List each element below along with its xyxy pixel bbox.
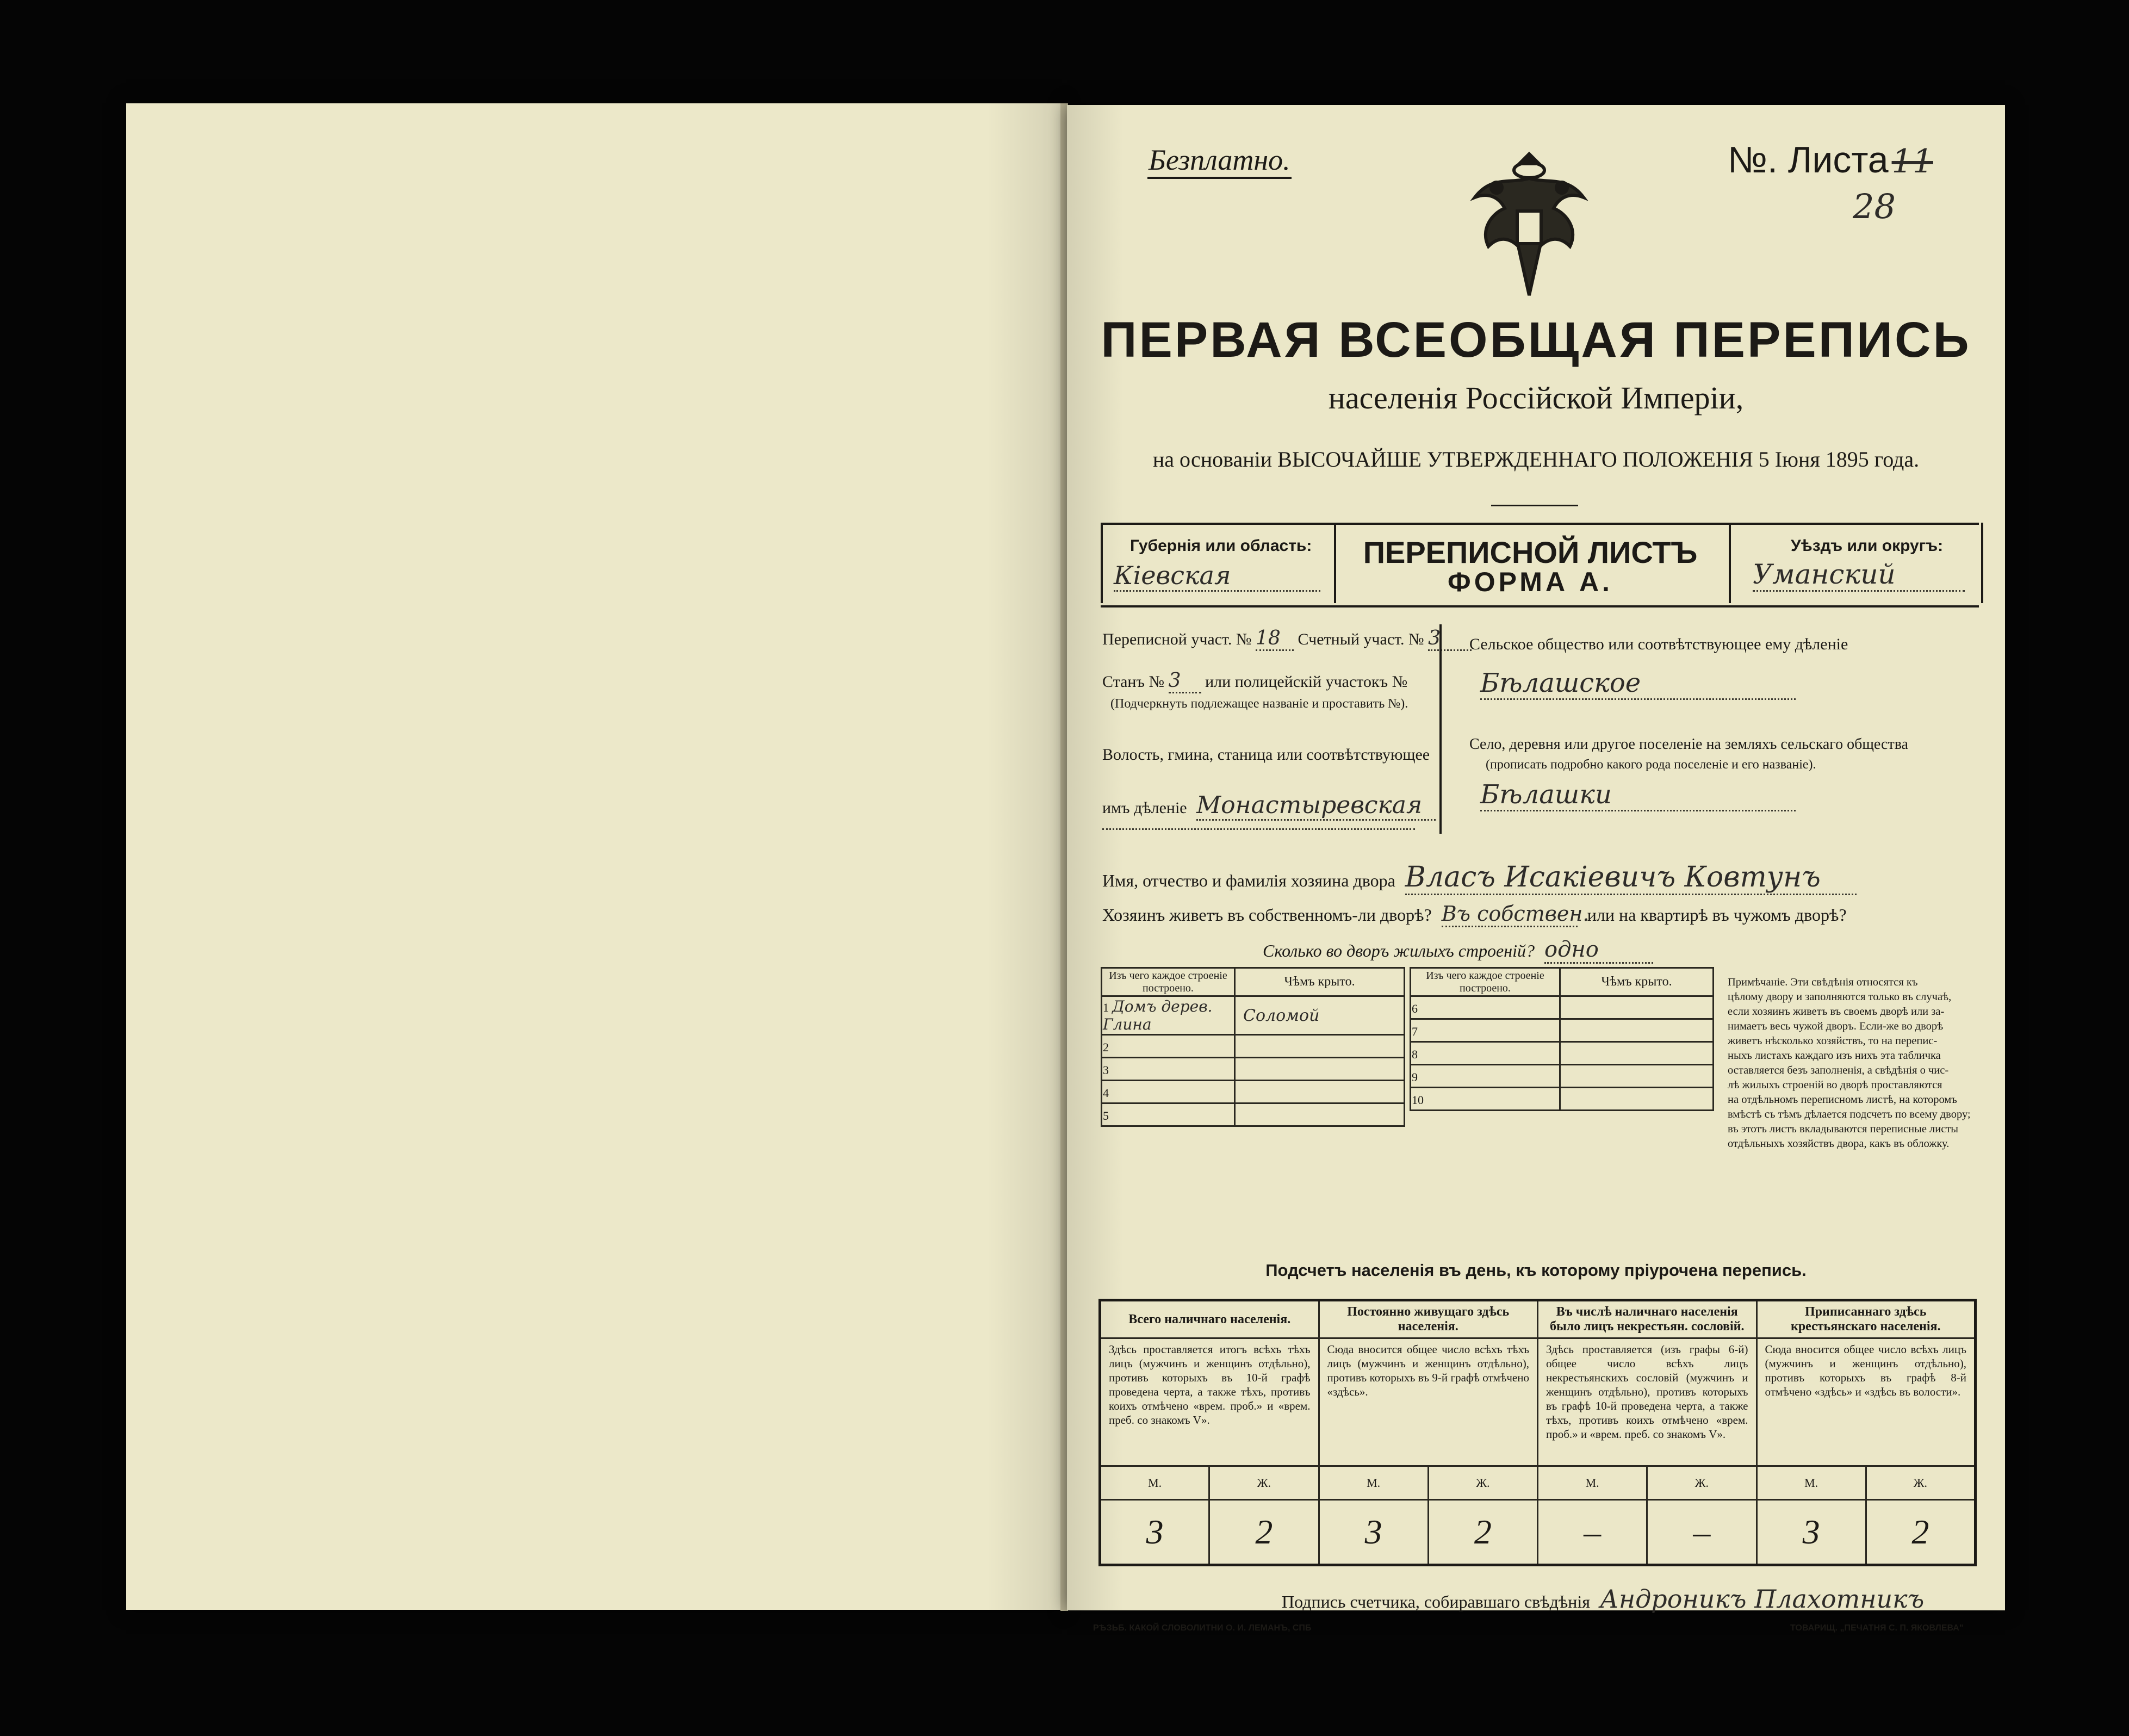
owner-row [1102, 861, 1857, 895]
building-roof [1235, 1103, 1405, 1126]
building-roof [1560, 1042, 1714, 1065]
pop-desc-row [1100, 1338, 1976, 1466]
building-material-cell [1411, 996, 1560, 1019]
building-number: 5 [1103, 1109, 1109, 1123]
buildings-row [1102, 1081, 1405, 1103]
owner-name-value: Власъ Исакіевичъ Ковтунъ [1405, 861, 1857, 895]
buildings-value: одно [1544, 937, 1653, 964]
volost-label-2: имъ дѣленіе [1102, 799, 1187, 817]
population-table [1098, 1299, 1977, 1566]
buildings-row [1102, 1103, 1405, 1126]
building-material-cell [1411, 1088, 1560, 1111]
buildings-row [1411, 996, 1714, 1019]
stan-value: 3 [1169, 669, 1201, 693]
building-roof [1560, 996, 1714, 1019]
note-text [1728, 975, 1983, 1151]
buildings-table-left [1101, 967, 1405, 1127]
pop-col-head: Въ числѣ наличнаго населенія было лицъ некрестьян. сословій. [1538, 1300, 1757, 1338]
village-value: Бѣлашки [1480, 779, 1796, 811]
building-number: 3 [1103, 1063, 1109, 1077]
pop-value-row [1100, 1500, 1976, 1565]
building-roof [1235, 1081, 1405, 1103]
society-value: Бѣлашское [1480, 668, 1796, 700]
village-note: (прописать подробно какого рода поселеніе и его названіе). [1486, 758, 1816, 772]
building-material-cell [1411, 1042, 1560, 1065]
col-material-head-2: Изъ чего каждое строеніе построено. [1411, 968, 1560, 996]
note-line: Примѣчаніе. Эти свѣдѣнія относятся къ [1728, 976, 1918, 988]
residence-label: Хозяинъ живетъ въ собственномъ-ли дворѣ? [1102, 905, 1432, 925]
sheet-number-struck: 11 [1891, 142, 1933, 181]
pop-f-label: Ж. [1209, 1466, 1319, 1500]
buildings-table-right [1410, 967, 1714, 1111]
left-page-blank [126, 103, 1062, 1610]
pop-m-label: М. [1319, 1466, 1428, 1500]
building-roof [1560, 1065, 1714, 1088]
building-number: 9 [1412, 1070, 1418, 1084]
pop-m-value: 3 [1100, 1500, 1209, 1565]
note-line: живетъ нѣсколько хозяйствъ, то на перепис- [1728, 1035, 1938, 1047]
village-label: Село, деревня или другое поселеніе на земляхъ сельскаго общества [1469, 736, 1908, 753]
pop-f-value: 2 [1209, 1500, 1319, 1565]
double-headed-eagle-icon [1458, 138, 1600, 301]
form-label: ФОРМА А. [1448, 567, 1613, 597]
underline-note: (Подчеркнуть подлежащее названіе и проставить №). [1110, 697, 1408, 711]
note-line: цѣлому двору и заполняются только въ случаѣ, [1728, 991, 1952, 1003]
title-basis: на основаніи ВЫСОЧАЙШЕ УТВЕРЖДЕННАГО ПОЛОЖЕНІЯ 5 Іюня 1895 года. [1152, 447, 1920, 472]
sheet-number-label [1728, 139, 1933, 181]
pop-f-label: Ж. [1428, 1466, 1537, 1500]
volost-label: Волость, гмина, станица или соотвѣтствующее [1102, 746, 1430, 764]
sheet-number-value: 28 [1853, 187, 1896, 226]
title-main: ПЕРВАЯ ВСЕОБЩАЯ ПЕРЕПИСЬ [1101, 312, 1971, 368]
pop-m-label: М. [1100, 1466, 1209, 1500]
sheet-title: ПЕРЕПИСНОЙ ЛИСТЪ [1363, 535, 1698, 569]
building-roof [1235, 1035, 1405, 1058]
note-line: если хозяинъ живетъ въ своемъ дворѣ или за- [1728, 1006, 1945, 1018]
pop-col-desc: Здѣсь проставляется (изъ графы 6-й) общее число всѣхъ лицъ некрестьянскихъ сословій (мужчинъ и женщинъ отдѣльно), противъ которыхъ въ графѣ 10-й проведена черта, а также тѣхъ, противъ коихъ отмѣчено «врем. проб.» и «врем. преб. со знакомъ V». [1538, 1338, 1757, 1466]
pop-f-value: 2 [1428, 1500, 1537, 1565]
pop-f-label: Ж. [1866, 1466, 1975, 1500]
signature-row [1282, 1584, 1924, 1614]
police-label: или полицейскій участокъ № [1205, 673, 1408, 691]
gubernia-label: Губернія или область: [1130, 537, 1312, 555]
col-roof-head-2: Чѣмъ крыто. [1560, 968, 1714, 996]
residence-alt-label: или на квартирѣ въ чужомъ дворѣ? [1587, 905, 1847, 925]
residence-value: Въ собствен. [1442, 902, 1578, 927]
pop-m-label: М. [1756, 1466, 1866, 1500]
building-material: Домъ дерев. Глина [1103, 997, 1213, 1033]
building-material-cell [1411, 1065, 1560, 1088]
pop-m-value: 3 [1319, 1500, 1428, 1565]
census-district-label: Переписной участ. № [1102, 630, 1252, 648]
volost-value: Монастыревская [1196, 791, 1436, 821]
building-material-cell [1102, 1081, 1235, 1103]
owner-name-label: Имя, отчество и фамилія хозяина двора [1102, 871, 1395, 890]
volost-row [1102, 791, 1436, 821]
residence-row [1102, 902, 1847, 927]
pop-f-value: – [1647, 1500, 1756, 1565]
pop-head-row [1100, 1300, 1976, 1338]
building-roof [1560, 1088, 1714, 1111]
note-line: въ этотъ листъ вкладываются переписные листы [1728, 1123, 1959, 1135]
col-material-head: Изъ чего каждое строеніе построено. [1102, 968, 1235, 996]
pop-sex-row [1100, 1466, 1976, 1500]
note-line: нимаетъ весь чужой дворъ. Если-же во дворѣ [1728, 1020, 1944, 1032]
pop-col-head: Постоянно живущаго здѣсь населенія. [1319, 1300, 1538, 1338]
census-district-value: 18 [1256, 627, 1294, 651]
footer-right: ТОВАРИЩ. „ПЕЧАТНЯ С. П. ЯКОВЛЕВА" [1790, 1623, 1964, 1633]
signature-label: Подпись счетчика, собиравшаго свѣдѣнія [1282, 1592, 1591, 1611]
building-number: 6 [1412, 1002, 1418, 1015]
building-roof: Соломой [1235, 996, 1405, 1035]
population-title: Подсчетъ населенія въ день, къ которому пріурочена перепись. [1265, 1261, 1807, 1280]
building-material-cell [1102, 1035, 1235, 1058]
buildings-row [1263, 937, 1653, 964]
pop-col-desc: Сюда вносится общее число всѣхъ тѣхъ лицъ (мужчинъ и женщинъ отдѣльно), противъ которыхъ въ 9-й графѣ отмѣчено «здѣсь». [1319, 1338, 1538, 1466]
title-sub: населенія Россійской Имперіи, [1328, 380, 1744, 416]
building-number: 2 [1103, 1040, 1109, 1054]
building-number: 4 [1103, 1086, 1109, 1100]
counting-district-label: Счетный участ. № [1298, 630, 1424, 648]
buildings-row [1102, 996, 1405, 1035]
stan-row [1102, 669, 1407, 693]
volost-extra-line [1102, 828, 1415, 830]
buildings-row [1411, 1042, 1714, 1065]
gubernia-value: Кіевская [1114, 561, 1320, 592]
sheet-number-label-text: №. Листа [1728, 139, 1889, 181]
pop-col-desc: Здѣсь проставляется итогъ всѣхъ тѣхъ лицъ (мужчинъ и женщинъ отдѣльно), противъ которыхъ въ 10-й графѣ проведена черта, а также тѣхъ, противъ коихъ отмѣчено «врем. проб.» и «врем. преб. со знакомъ V». [1100, 1338, 1319, 1466]
buildings-row [1411, 1065, 1714, 1088]
building-number: 7 [1412, 1025, 1418, 1038]
col-roof-head: Чѣмъ крыто. [1235, 968, 1405, 996]
note-line: лѣ жилыхъ строеній во дворѣ проставляются [1728, 1079, 1942, 1091]
free-label: Безплатно. [1147, 143, 1292, 179]
building-number: 1 [1103, 1001, 1109, 1014]
signature-value: Андроникъ Плахотникъ [1600, 1584, 1925, 1614]
buildings-row [1102, 1035, 1405, 1058]
building-material-cell [1411, 1019, 1560, 1042]
census-district-row [1102, 627, 1472, 651]
building-roof [1560, 1019, 1714, 1042]
pop-m-value: 3 [1756, 1500, 1866, 1565]
pop-col-head: Приписаннаго здѣсь крестьянскаго населенія. [1756, 1300, 1976, 1338]
census-form-page [1067, 105, 2005, 1633]
field-divider [1439, 624, 1442, 834]
building-number: 8 [1412, 1047, 1418, 1061]
pop-col-desc: Сюда вносится общее число всѣхъ лицъ (мужчинъ и женщинъ отдѣльно), противъ которыхъ въ графѣ 8-й отмѣчено «здѣсь» и «здѣсь въ волости». [1756, 1338, 1976, 1466]
uezd-value: Уманский [1753, 559, 1965, 592]
gubernia-box [1101, 523, 1336, 603]
building-roof [1235, 1058, 1405, 1081]
note-line: ныхъ листахъ каждаго изъ нихъ эта табличка [1728, 1050, 1941, 1062]
footer-left: РѢЗЬБ. КАКОЙ СЛОВОЛИТНИ О. И. ЛЕМАНЪ, СПБ [1093, 1623, 1312, 1633]
note-line: оставляется безъ заполненія, а свѣдѣнія о чис- [1728, 1064, 1949, 1076]
note-line: отдѣльныхъ хозяйствъ двора, какъ въ обложку. [1728, 1138, 1950, 1150]
building-number: 10 [1412, 1093, 1424, 1107]
pop-f-label: Ж. [1647, 1466, 1756, 1500]
uezd-box [1729, 523, 1983, 603]
note-line: на отдѣльномъ переписномъ листѣ, на которомъ [1728, 1094, 1957, 1106]
pop-col-head: Всего наличнаго населенія. [1100, 1300, 1319, 1338]
pop-f-value: 2 [1866, 1500, 1975, 1565]
uezd-label: Уѣздъ или округъ: [1791, 537, 1944, 555]
note-line: вмѣстѣ съ тѣмъ дѣлается подсчетъ по всему двору; [1728, 1108, 1971, 1120]
buildings-row [1102, 1058, 1405, 1081]
building-material-cell [1102, 996, 1235, 1035]
stan-label: Станъ № [1102, 673, 1165, 691]
pop-m-label: М. [1538, 1466, 1647, 1500]
building-material-cell [1102, 1103, 1235, 1126]
buildings-row [1411, 1019, 1714, 1042]
pop-m-value: – [1538, 1500, 1647, 1565]
buildings-label: Сколько во дворъ жилыхъ строеній? [1263, 941, 1535, 960]
counting-district-value: 3 [1428, 627, 1472, 651]
buildings-row [1411, 1088, 1714, 1111]
society-label: Сельское общество или соотвѣтствующее ему дѣленіе [1469, 635, 1848, 653]
building-material-cell [1102, 1058, 1235, 1081]
ornament-divider [1491, 505, 1578, 506]
